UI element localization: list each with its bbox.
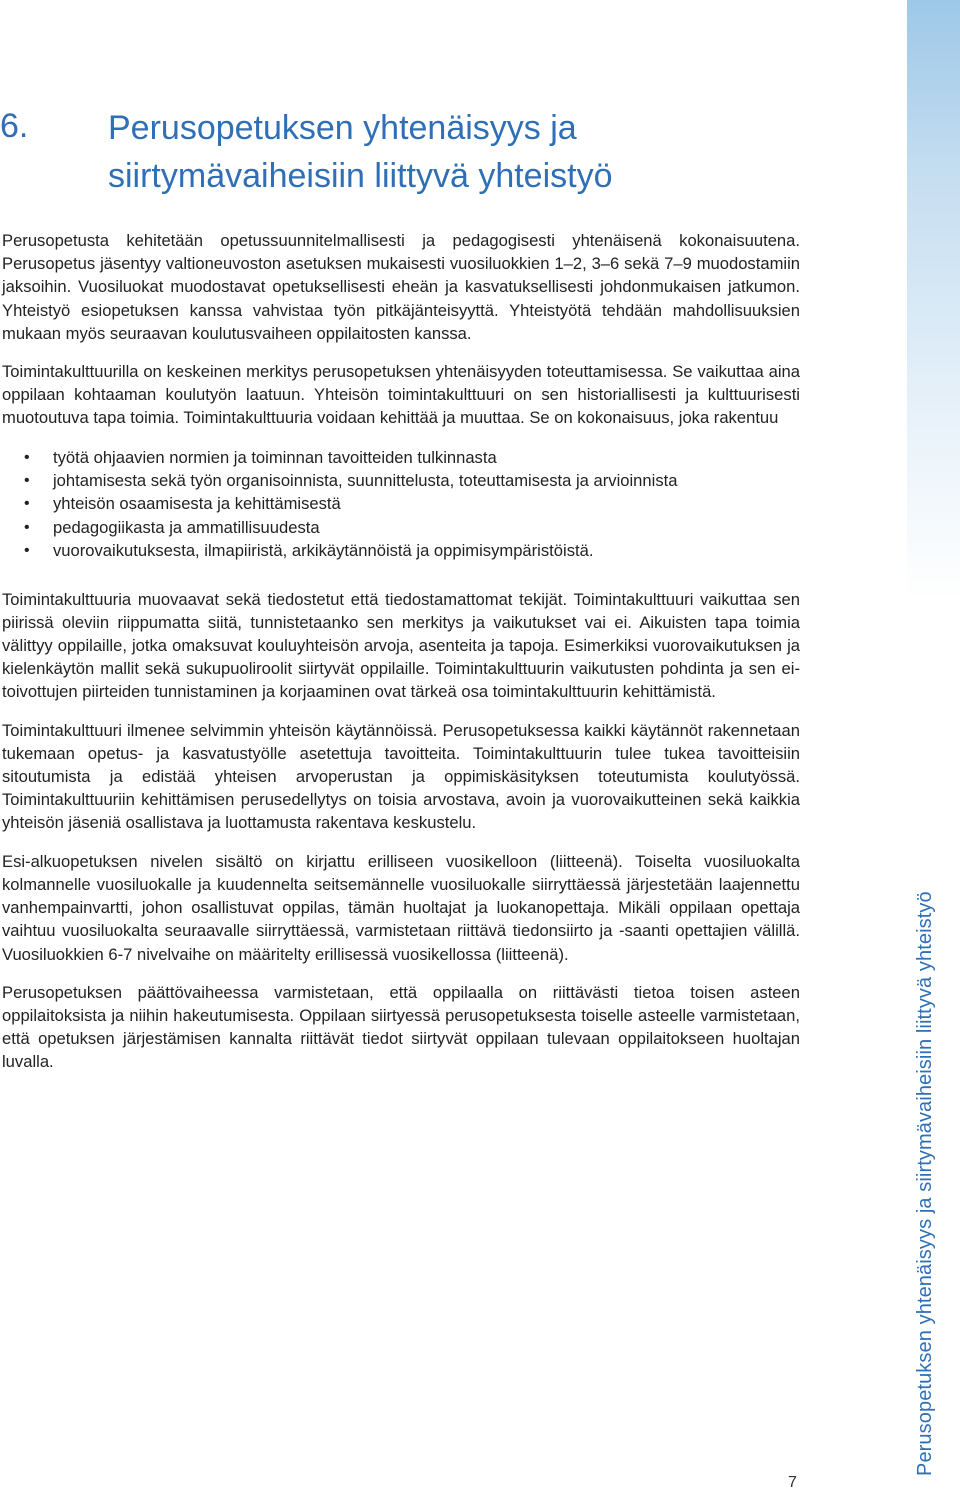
bullet-icon: • bbox=[24, 542, 30, 560]
list-item-text: yhteisön osaamisesta ja kehittämisestä bbox=[53, 494, 341, 514]
chapter-title-line-2: siirtymävaiheisiin liittyvä yhteistyö bbox=[108, 157, 613, 195]
bullet-icon: • bbox=[24, 448, 30, 466]
list-item-text: vuorovaikutuksesta, ilmapiiristä, arkikäytännöistä ja oppimisympäristöistä. bbox=[53, 541, 594, 561]
paragraph-4: Toimintakulttuuri ilmenee selvimmin yhteisön käytännöissä. Perusopetuksessa kaikki käytännöt rakennetaan tukemaan opetus- ja kasvatustyölle asetettuja tavoitteita. Toimintakulttuurin tulee tukea tavoitteisiin sitoutumista ja edistää yhteisen arvoperustan ja oppimiskäsityksen toteutumista koulutyössä. Toimintakulttuuriin kehittämisen perusedellytys on toisia arvostava, avoin ja vuorovaikutteinen sekä kaikkia yhteisön jäseniä osallistava ja luottamusta rakentava keskustelu. bbox=[2, 720, 800, 833]
bullet-icon: • bbox=[24, 518, 30, 536]
paragraph-6: Perusopetuksen päättövaiheessa varmistetaan, että oppilaalla on riittävästi tietoa toisen asteen oppilaitoksista ja niihin hakeutumisesta. Oppilaan siirtyessä perusopetuksesta toiselle asteelle varmistetaan, että opetuksen järjestämisen kannalta riittävät tiedot siirtyvät oppilaan tulevaan oppilaitokseen huoltajan luvalla. bbox=[2, 982, 800, 1072]
list-item bbox=[2, 446, 800, 469]
list-item bbox=[2, 469, 800, 492]
list-item-text: johtamisesta sekä työn organisoinnista, suunnittelusta, toteuttamisesta ja arvioinnista bbox=[53, 471, 678, 491]
paragraph-2: Toimintakulttuurilla on keskeinen merkitys perusopetuksen yhtenäisyyden toteuttamisessa. Se vaikuttaa aina oppilaan kohtaaman koulutyön laatuun. Yhteisön toimintakulttuuri on sen historiallisesti ja kulttuurisesti muotoutuva tapa toimia. Toimintakulttuuria voidaan kehittää ja muuttaa. Se on kokonaisuus, joka rakentuu bbox=[2, 362, 800, 428]
list-item-text: työtä ohjaavien normien ja toiminnan tavoitteiden tulkinnasta bbox=[53, 447, 497, 467]
paragraph-5: Esi-alkuopetuksen nivelen sisältö on kirjattu erilliseen vuosikelloon (liitteenä). Toiselta vuosiluokalta kolmannelle vuosiluokalle ja kuudennelta seitsemännelle vuosiluokalle siirryttäessä järjestetään laajennettu vanhempainvartti, johon osallistuvat oppilas, tämän huoltajat ja luokanopettaja. Mikäli oppilaan opettaja vaihtuu vuosiluokalta seuraavalle siirryttäessä, varmistetaan riittävä tiedonsiirto ja -saanti opettajien välillä. Vuosiluokkien 6-7 nivelvaihe on määritelty erillisessä vuosikellossa (liitteenä). bbox=[2, 851, 800, 964]
page-number: 7 bbox=[788, 1474, 797, 1491]
paragraph-3: Toimintakulttuuria muovaavat sekä tiedostetut että tiedostamattomat tekijät. Toimintakulttuuri vaikuttaa sen piirissä oleviin riippumatta siitä, tunnistetaanko sen merkitys ja vaikutukset vai ei. Aikuisten tapa toimia välittyy oppilaille, jotka omaksuvat kouluyhteisön arvoja, asenteita ja tapoja. Esimerkiksi vuorovaikutuksen ja kielenkäytön mallit sekä sukupuoliroolit siirtyvät oppilaille. Toimintakulttuurin vaikutusten pohdinta ja sen ei-toivottujen piirteiden tunnistaminen ja korjaaminen ovat tärkeä osa toimintakulttuurin kehittämistä. bbox=[2, 589, 800, 702]
paragraph-1: Perusopetusta kehitetään opetussuunnitelmallisesti ja pedagogisesti yhtenäisenä kokonaisuutena. Perusopetus jäsentyy valtioneuvoston asetuksen mukaisesti vuosiluokkien 1–2, 3–6 sekä 7–9 muodostamiin jaksoihin. Vuosiluokat muodostavat opetuksellisesti eheän ja kasvatuksellisesti johdonmukaisen jatkumon. Yhteistyö esiopetuksen kanssa vahvistaa työn pitkäjänteisyyttä. Yhteistyötä tehdään mahdollisuuksien mukaan myös seuraavan koulutusvaiheen oppilaitosten kanssa. bbox=[2, 231, 800, 343]
side-running-title: Perusopetuksen yhtenäisyys ja siirtymävaiheisiin liittyvä yhteistyö bbox=[914, 891, 936, 1476]
list-item bbox=[2, 516, 800, 539]
list-item bbox=[2, 492, 800, 515]
bullet-list bbox=[2, 446, 800, 563]
list-item-text: pedagogiikasta ja ammatillisuudesta bbox=[53, 517, 320, 537]
chapter-title-line-1: Perusopetuksen yhtenäisyys ja bbox=[108, 109, 577, 147]
body-content bbox=[2, 229, 800, 1089]
chapter-title bbox=[108, 104, 868, 200]
bullet-icon: • bbox=[24, 495, 30, 513]
list-item bbox=[2, 539, 800, 562]
chapter-number: 6. bbox=[0, 107, 29, 145]
bullet-icon: • bbox=[24, 472, 30, 490]
